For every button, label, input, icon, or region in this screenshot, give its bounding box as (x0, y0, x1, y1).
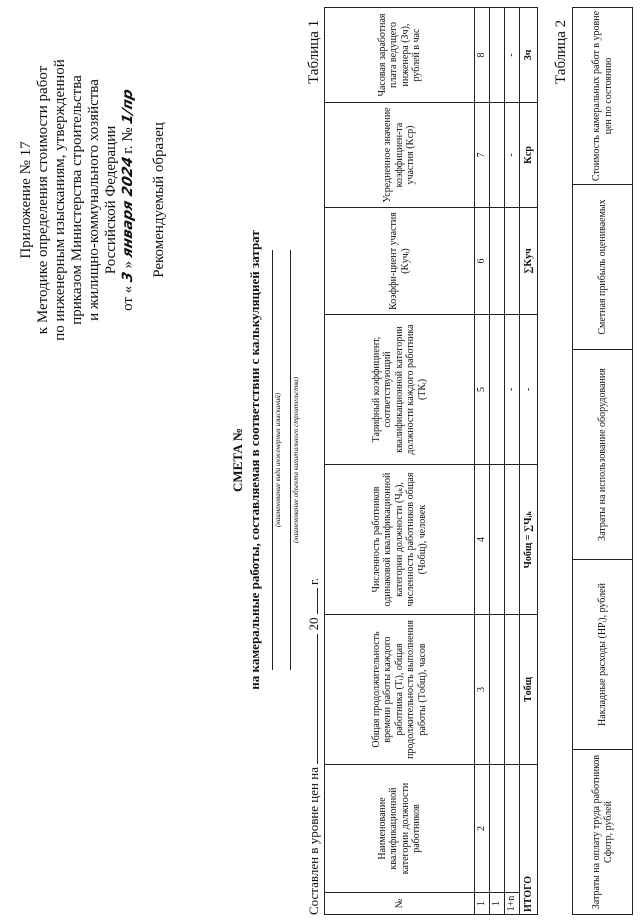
dash-cell: - (505, 8, 520, 103)
table-cell (490, 615, 505, 765)
col-header-tariff: Тарифный коэффициент, соответствующий квалификационной категории должности каждого работника (ТКᵢ) (325, 315, 475, 465)
col-header-headcount: Численность работников одинаковой квалификационной категории должности (Чᵢₖ), численность работников общая (Чобщ), человек (325, 465, 475, 615)
col-header-category: Наименование квалификационной категории должности работников (325, 765, 475, 893)
col-header-number: № (325, 893, 475, 915)
table-cell (505, 465, 520, 615)
date-suffix: г. № (120, 127, 136, 154)
col-number: 3 (475, 615, 490, 765)
row-number: 1 (490, 893, 505, 915)
date-mid: » (120, 261, 136, 269)
table-cell (490, 465, 505, 615)
table-cell (490, 208, 505, 315)
methodology-line-4: и жилищно-коммунального хозяйства (86, 79, 102, 321)
col-number: 7 (475, 103, 490, 208)
total-avg-coefficient: Kср (520, 103, 538, 208)
methodology-line-1: к Методике определения стоимости работ (35, 65, 51, 335)
smeta-title: СМЕТА № (230, 427, 245, 493)
table-cell (490, 8, 505, 103)
methodology-line-2: по инженерным изысканиям, утвержденной (52, 59, 68, 341)
total-duration: Tобщ (520, 615, 538, 765)
col-header-labor-cost: Затраты на оплату труда работников Cфотр, рублей (573, 750, 633, 915)
date-prefix: от « (120, 285, 136, 311)
price-level-line (306, 578, 322, 915)
total-label: ИТОГО (520, 765, 538, 915)
calculation-table (324, 7, 538, 915)
table-row (505, 8, 520, 915)
col-header-duration: Общая продолжительность времени работы каждого работника (Tᵢ), общая продолжительность выполнения работы (Tобщ), часов (325, 615, 475, 765)
col-header-hourly-wage: Часовая заработная плата ведущего инженера (Зч), рублей в час (325, 8, 475, 103)
col-number: 1 (475, 893, 490, 915)
table2-label: Таблица 2 (553, 19, 569, 84)
col-number: 6 (475, 208, 490, 315)
order-date-line (120, 10, 137, 390)
col-header-overhead: Накладные расходы (НРᵢ), рублей (573, 560, 633, 750)
price-level-prefix: Составлен в уровне цен на (306, 767, 321, 915)
col-header-avg-coefficient: Усредненное значение коэффициен-та участия (Kср) (325, 103, 475, 208)
col-number: 2 (475, 765, 490, 893)
table1-label: Таблица 1 (306, 19, 322, 84)
total-tariff: - (520, 315, 538, 465)
row-number: 1+n (505, 893, 520, 915)
table1-total-row (520, 8, 538, 915)
dash-cell: - (505, 315, 520, 465)
table-cell (490, 103, 505, 208)
appendix-number: Приложение № 17 (18, 141, 34, 259)
total-hourly-wage: Зч (520, 8, 538, 103)
table-cell (505, 765, 520, 893)
table-cell (505, 615, 520, 765)
table-row (490, 8, 505, 915)
price-level-year: 20 (306, 617, 321, 631)
handwritten-day: 3 (120, 270, 136, 284)
col-number: 4 (475, 465, 490, 615)
col-number: 5 (475, 315, 490, 465)
smeta-subtitle: на камеральные работы, составляемая в соответствии с калькуляцией затрат (247, 230, 262, 690)
total-headcount: Чобщ = ∑Чᵢₖ (520, 465, 538, 615)
recommended-sample: Рекомендуемый образец (151, 122, 167, 278)
table1-column-numbers (475, 8, 490, 915)
dash-cell: - (505, 103, 520, 208)
works-caption: (наименование вида инженерных изысканий) (274, 392, 282, 528)
col-number: 8 (475, 8, 490, 103)
object-caption: (наименование объекта капитального строительства) (292, 376, 300, 544)
table1-header-row (325, 8, 475, 915)
table-cell (505, 208, 520, 315)
cost-table (572, 7, 633, 915)
methodology-line-5: Российской Федерации (103, 125, 119, 275)
handwritten-month-year: января 2024 (120, 155, 136, 259)
methodology-line-3: приказом Министерства строительства (69, 75, 85, 325)
col-header-equipment: Затраты на использование оборудования (573, 350, 633, 560)
works-underline (272, 250, 273, 670)
col-header-total-cost: Стоимость камеральных работ в уровне цен по состоянию (573, 8, 633, 185)
table2-header-row (573, 8, 633, 915)
table-cell (490, 765, 505, 893)
table-cell (490, 315, 505, 465)
object-underline (290, 250, 291, 670)
handwritten-order-number: 1/пр (120, 87, 136, 126)
appendix-header (18, 10, 168, 390)
price-level-suffix: г. (306, 577, 321, 586)
col-header-profit: Сметная прибыль оцениваемых (573, 185, 633, 350)
total-participation: ∑Kуч (520, 208, 538, 315)
col-header-participation: Коэффи-циент участия (Kучᵢ) (325, 208, 475, 315)
